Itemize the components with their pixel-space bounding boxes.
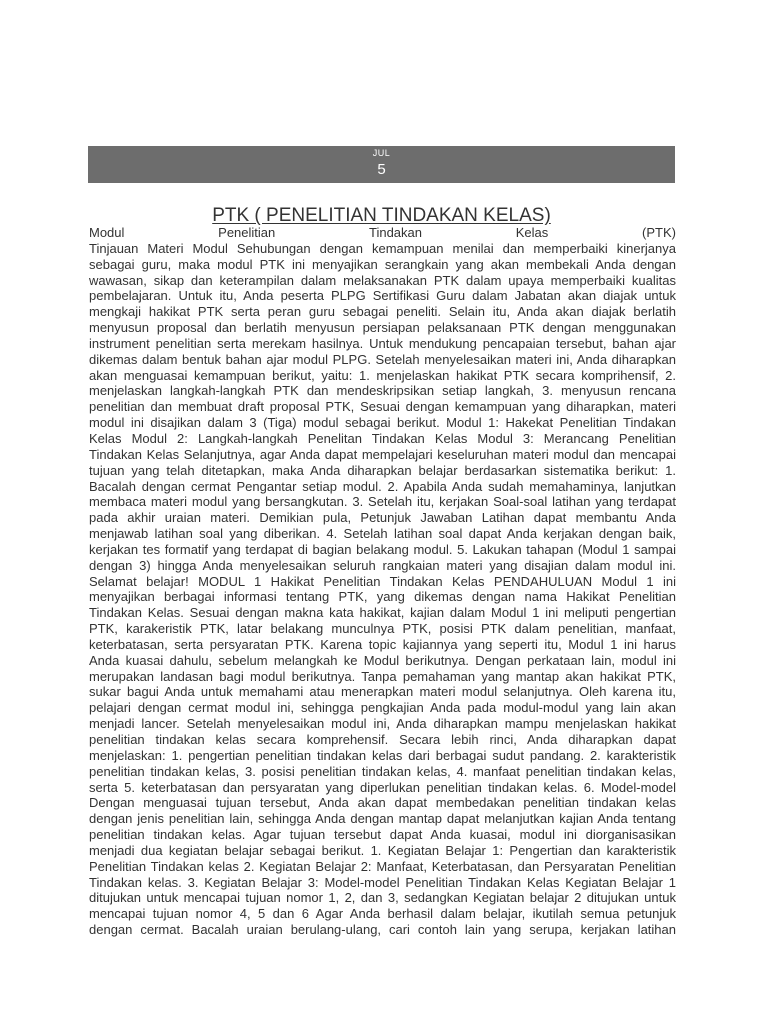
post-body-line: tujuan yang telah ditetapkan, maka Anda diharapkan belajar berdasarkan sistematika berikut: 1. (89, 462, 676, 478)
post-body-lines (89, 241, 676, 938)
post-date-banner (88, 146, 675, 183)
post-body-line: pembelajaran. Untuk itu, Anda peserta PLPG Sertifikasi Guru dalam Jabatan akan diajak untuk (89, 288, 676, 304)
first-line-word: Tindakan (369, 225, 422, 240)
post-title[interactable]: PTK ( PENELITIAN TINDAKAN KELAS) (212, 205, 551, 226)
post-body-line: penelitian tindakan kelas secara komprehensif. Secara lebih rinci, Anda diharapkan dapat (89, 732, 676, 747)
post-body-line: kerjakan tes formatif yang terdapat di bagian belakang modul. 5. Lakukan tahapan (Modul 1 sampai (89, 541, 676, 557)
post-date-day: 5 (377, 161, 386, 178)
post-body-line: menjawab latihan soal yang diberikan. 4. Setelah latihan soal dapat Anda kerjakan dengan baik, (89, 526, 676, 542)
post-body-line: akan menguasai kemampuan berikut, yaitu: 1. menjelaskan hakikat PTK secara komprihensif, 2. (89, 367, 676, 383)
post-body-line: sukar bagui Anda untuk memahami atau menerapkan materi modul selanjutnya. Oleh karena itu, (89, 684, 676, 700)
post-body-line: dikemas dalam bentuk bahan ajar modul PLPG. Setelah menyelesaikan materi ini, Anda diharapkan (89, 351, 676, 367)
post-body-line: penelitian dan membuat draft proposal PTK, Sesuai dengan kemampuan yang diharapkan, materi (89, 399, 676, 415)
post-body-line: merupakan landasan bagi modul berikutnya. Tanpa pemahaman yang mantap akan hakikat PTK, (89, 668, 676, 684)
post-body-line: Tindakan Kelas. Sesuai dengan makna kata hakikat, kajian dalam Modul 1 ini meliputi pengertian (89, 605, 676, 621)
post-body-line: modul ini disajikan dalam 3 (Tiga) modul sebagai berikut. Modul 1: Hakekat Penelitian Tindakan (89, 415, 676, 431)
post-body-line: pelajari dengan cermat modul ini, sehingga pengkajian Anda pada modul-modul yang lain akan (89, 700, 676, 716)
post-body-line: dengan 3) hingga Anda menyelesaikan seluruh rangkaian materi yang disajian dalam modul ini. (89, 557, 676, 573)
post-body-line: Kelas Modul 2: Langkah-langkah Penelitan Tindakan Kelas Modul 3: Merancang Penelitian (89, 430, 676, 446)
post-body-line: menjadi lancer. Setelah menyelesaikan modul ini, Anda diharapkan mampu menjelaskan hakikat (89, 716, 676, 732)
post-date-month: JUL (372, 148, 391, 158)
post-body-first-line (89, 225, 676, 241)
post-body-line: menyajikan berbagai informasi tentang PTK, yang dikemas dengan nama Hakikat Penelitian (89, 589, 676, 605)
post-body-line: Dengan menguasai tujuan tersebut, Anda akan dapat membedakan penelitian tindakan kelas (89, 795, 676, 811)
first-line-word: (PTK) (642, 225, 676, 240)
post-body-line: mengkaji hakikat PTK serta peran guru sebagai peneliti. Selain itu, Anda akan diajak berlatih (89, 304, 676, 320)
post-body-line: dengan jenis penelitian lain, sehingga Anda dengan mantap dapat melanjutkan kajian Anda tentang (89, 811, 676, 827)
post-body-line: keterbatasan, serta persyaratan PTK. Karena topic kajiannya yang seperti itu, Modul 1 ini harus (89, 636, 676, 652)
post-body-line: Penelitian Tindakan kelas 2. Kegiatan Belajar 2: Manfaat, Keterbatasan, dan Persyaratan Penelitian (89, 858, 676, 874)
first-line-word: Kelas (515, 225, 549, 240)
post-body-line: wawasan, sikap dan keterampilan dalam melaksanakan PTK dalam upaya memperbaiki kualitas (89, 272, 676, 288)
post-body-line: penelitian tindakan kelas, 3. posisi penelitian tindakan kelas, 4. manfaat penelitian tindakan kelas, (89, 763, 676, 779)
post-body-line: sebagai guru, maka modul PTK ini menyajikan serangkain yang akan membekali Anda dengan (89, 256, 676, 272)
post-body-line: penelitian tindakan kelas. Agar tujuan tersebut dapat Anda kuasai, modul ini diorganisasikan (89, 827, 676, 843)
post-body-line: menjadi dua kegiatan belajar sebagai berikut. 1. Kegiatan Belajar 1: Pengertian dan karakteristik (89, 842, 676, 858)
post-body-line: menyusun proposal dan berlatih menyusun persiapan pelaksanaan PTK dengan menggunakan (89, 320, 676, 336)
post-body (89, 225, 676, 938)
post-body-line: ditujukan untuk mencapai tujuan nomor 1, 2, dan 3, sedangkan Kegiatan belajar 2 ditujukan untuk (89, 890, 676, 906)
post-body-line: mencapai tujuan nomor 4, 5 dan 6 Agar Anda berhasil dalam belajar, ikutilah semua petunjuk (89, 906, 676, 922)
post-body-line: serta 5. keterbatasan dan persyaratan yang diperlukan penelitian tindakan kelas. 6. Model-model (89, 779, 676, 795)
post-body-line: membaca materi modul yang bersangkutan. 3. Setelah itu, kerjakan Soal-soal latihan yang terdapat (89, 494, 676, 510)
post-body-line: menjelaskan langkah-langkah PTK dan mendeskripsikan setiap langkah, 3. menyusun rencana (89, 383, 676, 399)
post-body-line: Tindakan kelas. 3. Kegiatan Belajar 3: Model-model Penelitian Tindakan Kelas Kegiatan Belajar 1 (89, 874, 676, 890)
post-body-line: Tinjauan Materi Modul Sehubungan dengan kemampuan menilai dan memperbaiki kinerjanya (89, 240, 676, 256)
post-body-line: PTK, karakeristik PTK, latar belakang munculnya PTK, posisi PTK dalam penelitian, manfaat, (89, 621, 676, 637)
first-line-word: Modul (89, 225, 125, 240)
post-body-line: menjelaskan: 1. pengertian penelitian tindakan kelas dari berbagai sudut pandang. 2. karakteristik (89, 747, 676, 763)
post-body-line: Anda kuasai dahulu, sebelum melangkah ke Modul berikutnya. Dengan perkataan lain, modul ini (89, 652, 676, 668)
post-body-line: dengan cermat. Bacalah uraian berulang-ulang, cari contoh lain yang serupa, kerjakan latihan (89, 922, 676, 938)
post-body-line: Selamat belajar! MODUL 1 Hakikat Penelitian Tindakan Kelas PENDAHULUAN Modul 1 ini (89, 573, 676, 589)
post-body-line: pada akhir uraian materi. Demikian pula, Petunjuk Jawaban Latihan dapat membantu Anda (89, 510, 676, 526)
first-line-word: Penelitian (218, 225, 276, 240)
post-body-line: Tindakan Kelas Selanjutnya, agar Anda dapat mempelajari keseluruhan materi modul dan mencapai (89, 446, 676, 462)
post-body-line: Bacalah dengan cermat Pengantar setiap modul. 2. Apabila Anda sudah memahaminya, lanjutkan (89, 478, 676, 494)
post-body-line: instrument penelitian serta merekam hasilnya. Untuk mendukung pencapaian tersebut, bahan ajar (89, 335, 676, 351)
